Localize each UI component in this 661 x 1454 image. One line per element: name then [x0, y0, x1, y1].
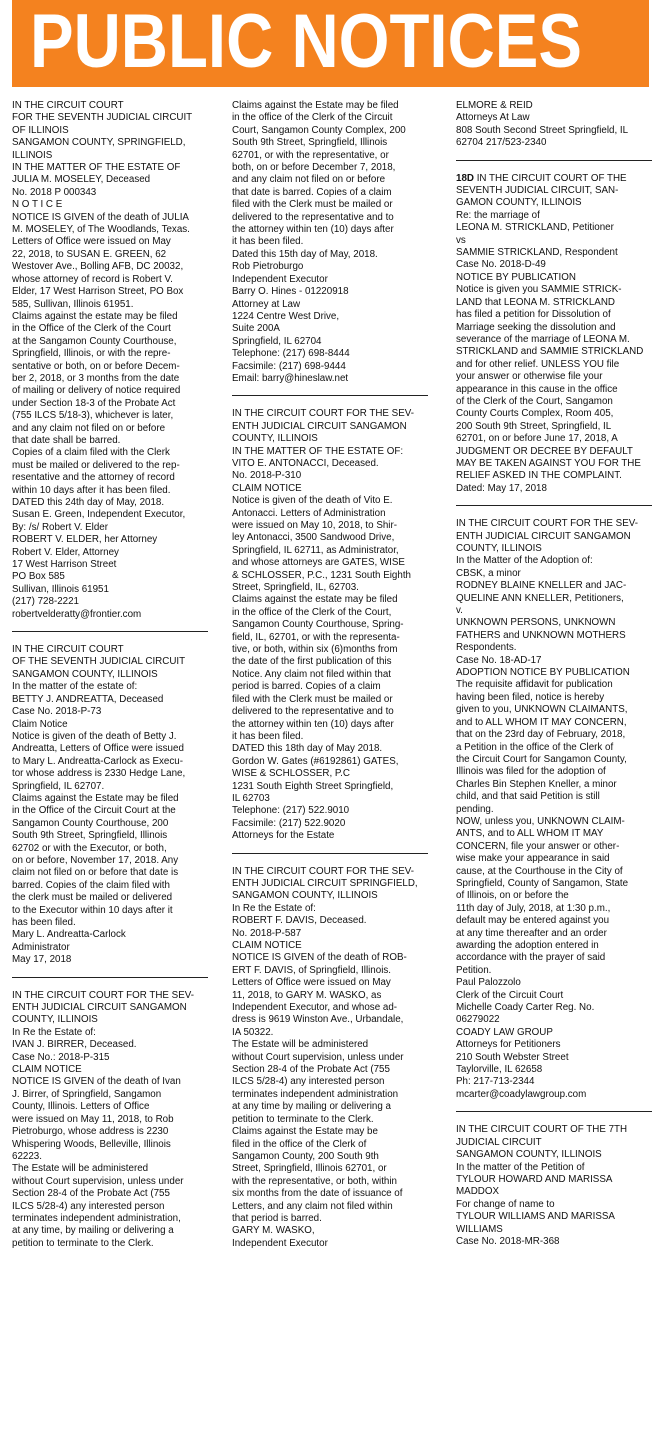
notice-line: County, Illinois. Letters of Office [12, 1101, 150, 1113]
notice-line: that period is barred. [232, 1212, 322, 1224]
notice-line: tor whose address is 2330 Hedge Lane, [12, 768, 186, 780]
notice-line: COUNTY, ILLINOIS [12, 1014, 98, 1026]
notice-line: FATHERS and UNKNOWN MOTHERS [456, 629, 626, 641]
notice-line: Notice is given of the death of Betty J. [12, 730, 177, 742]
notice-line: Sangamon County Courthouse, 200 [12, 817, 169, 829]
notice-line: given to you, UNKNOWN CLAIMANTS, [456, 704, 628, 716]
column-3 [456, 100, 652, 1248]
notice-line: The Estate will be administered [232, 1039, 369, 1051]
legal-notice [456, 1124, 652, 1248]
notice-line: ENTH JUDICIAL CIRCUIT SPRINGFIELD, [232, 877, 418, 889]
notice-line: Taylorville, IL 62658 [456, 1064, 543, 1076]
notice-line: dress is 9619 Winston Ave., Urbandale, [232, 1014, 404, 1026]
notice-line: IN THE MATTER OF THE ESTATE OF: [232, 445, 404, 457]
notice-line: M. MOSELEY, of The Woodlands, Texas. [12, 224, 190, 236]
notice-line: period is barred. Copies of a claim [232, 681, 381, 693]
notice-line: Claims against the Estate may be filed [12, 792, 179, 804]
notice-line: NOTICE IS GIVEN of the death of JULIA [12, 211, 189, 223]
notice-line: cause, at the Courthouse in the City of [456, 865, 623, 877]
notice-line: BETTY J. ANDREATTA, Deceased [12, 693, 164, 705]
notice-line: Attorneys At Law [456, 112, 530, 124]
notice-line: Michelle Coady Carter Reg. No. [456, 1002, 595, 1014]
notice-line: No. 2018-P-587 [232, 927, 302, 939]
notice-line: Pietroburgo, whose address is 2230 [12, 1126, 169, 1138]
notice-line: The requisite affidavit for publication [456, 679, 613, 691]
notice-line: default may be entered against you [456, 915, 610, 927]
notice-line: Court, Sangamon County Complex, 200 [232, 124, 406, 136]
notice-line: 17 West Harrison Street [12, 559, 117, 571]
notice-line: with the representative, or both, within [232, 1175, 398, 1187]
notice-line: accordance with the prayer of said [456, 952, 606, 964]
notice-line: Case No. 2018-D-49 [456, 259, 546, 271]
notice-line: ber 2, 2018, or 3 months from the date [12, 372, 180, 384]
notice-line: OF ILLINOIS [12, 124, 69, 136]
notice-line-text: IN THE CIRCUIT COURT OF THE [473, 172, 627, 184]
notice-line: appearance in this cause in the office [456, 383, 618, 395]
notice-line: ROBERT V. ELDER, her Attorney [12, 534, 158, 546]
notice-line: ILCS 5/28-4) any interested person [12, 1200, 165, 1212]
notice-line: Independent Executor [232, 273, 328, 285]
notice-line: For change of name to [456, 1198, 555, 1210]
notice-line: Attorneys for Petitioners [456, 1039, 561, 1051]
notice-line: Ph: 217-713-2344 [456, 1076, 535, 1088]
notice-line: that date is barred. Copies of a claim [232, 186, 392, 198]
notice-line: 62223. [12, 1150, 42, 1162]
notice-line: Dated this 15th day of May, 2018. [232, 248, 378, 260]
notice-line: Claims against the estate may be filed [232, 594, 398, 606]
notice-line: 62704 217/523-2340 [456, 137, 547, 149]
notice-line: Case No.: 2018-P-315 [12, 1051, 110, 1063]
notice-line: that date shall be barred. [12, 434, 121, 446]
notice-line: ENTH JUDICIAL CIRCUIT SANGAMON [456, 530, 631, 542]
notice-line: child, and that said Petition is still [456, 791, 600, 803]
notice-line: terminates independent administration [232, 1088, 399, 1100]
notice-line: Street, Springfield, IL, 62703. [232, 582, 359, 594]
notice-line: Case No. 18-AD-17 [456, 654, 542, 666]
notice-line: delivered to the representative and to [232, 211, 394, 223]
notice-line: Andreatta, Letters of Office were issued [12, 743, 184, 755]
notice-line: at any time thereafter and an order [456, 927, 607, 939]
notice-line: LEONA M. STRICKLAND, Petitioner [456, 222, 614, 234]
notice-line: sentative or both, on or before Decem- [12, 360, 180, 372]
column-1 [12, 100, 208, 1250]
notice-line: having been filed, notice is hereby [456, 691, 605, 703]
notice-line: JUDICIAL CIRCUIT [456, 1136, 542, 1148]
notice-line: County Courts Complex, Room 405, [456, 408, 614, 420]
notice-line: has been filed. [12, 917, 76, 928]
notice-line: COADY LAW GROUP [456, 1026, 553, 1038]
notice-line: PO Box 585 [12, 571, 65, 583]
notice-line: without Court supervision, unless under [12, 1175, 184, 1187]
legal-notice [456, 518, 652, 1101]
notice-line: Claims against the estate may be filed [12, 310, 178, 322]
notice-line: Springfield, Illinois, or with the repre- [12, 348, 171, 360]
notice-line: Case No. 2018-P-73 [12, 706, 102, 718]
notice-line: & SCHLOSSER, P.C., 1231 South Eighth [232, 569, 411, 581]
notice-line: Rob Pietroburgo [232, 261, 304, 273]
notice-line: filed with the Clerk must be mailed or [232, 693, 393, 705]
notice-line: IL 62703 [232, 792, 270, 804]
notice-line: wise make your appearance in said [456, 853, 610, 865]
notice-line: terminates independent administration, [12, 1212, 181, 1224]
notice-line: ENTH JUDICIAL CIRCUIT SANGAMON [232, 420, 407, 432]
notice-line: JULIA M. MOSELEY, Deceased [12, 174, 151, 186]
public-notices-banner [12, 0, 649, 87]
notice-line: Charles Bin Stephen Kneller, a minor [456, 778, 617, 790]
notice-line: NOTICE IS GIVEN of the death of ROB- [232, 952, 407, 964]
notice-line: ANTS, and to ALL WHOM IT MAY [456, 828, 604, 840]
notice-line: Administrator [12, 941, 70, 953]
notice-line: and to ALL WHOM IT MAY CONCERN, [456, 716, 627, 728]
notice-line: Westover Ave., Bolling AFB, DC 20032, [12, 261, 184, 273]
notice-line: DATED this 24th day of May, 2018. [12, 497, 165, 508]
notice-line: QUELINE ANN KNELLER, Petitioners, [456, 592, 624, 604]
notice-line: In the matter of the estate of: [12, 681, 138, 693]
notice-line: Independent Executor [232, 1237, 328, 1249]
notice-line: ERT F. DAVIS, of Springfield, Illinois. [232, 964, 391, 976]
notice-line: the Circuit Court for Sangamon County, [456, 753, 627, 765]
notice-line: awarding the adoption entered in [456, 940, 599, 951]
notice-line: No. 2018 P 000343 [12, 186, 97, 198]
notice-line: pending. [456, 803, 494, 815]
notice-line: Attorney at Law [232, 298, 301, 310]
notice-line: SANGAMON COUNTY, ILLINOIS [12, 668, 158, 680]
notice-divider [456, 160, 652, 161]
notice-line: Section 28-4 of the Probate Act (755 [12, 1188, 170, 1200]
notice-line: CLAIM NOTICE [232, 482, 302, 494]
notice-line: NOTICE BY PUBLICATION [456, 271, 576, 283]
legal-notice [12, 644, 208, 967]
notice-line: 62702 or with the Executor, or both, [12, 842, 167, 854]
notice-lead-code: 18D [456, 172, 474, 184]
notice-line: VITO E. ANTONACCI, Deceased. [232, 457, 379, 469]
notice-line: IN THE CIRCUIT COURT [12, 644, 124, 656]
notice-line: robertvelderatty@frontier.com [12, 608, 142, 620]
notice-line: must be mailed or delivered to the rep- [12, 459, 180, 471]
notice-line: barred. Copies of the claim filed with [12, 879, 170, 891]
notice-line: Letters, and any claim not filed within [232, 1200, 393, 1212]
notice-line: of the Clerk of the Court, Sangamon [456, 395, 613, 407]
notice-line: and whose attorneys are GATES, WISE [232, 557, 405, 569]
notice-line: CLAIM NOTICE [12, 1064, 82, 1076]
notice-line: In the Matter of the Adoption of: [456, 555, 593, 567]
notice-line: Antonacci. Letters of Administration [232, 507, 386, 519]
notice-line: Petition. [456, 964, 492, 976]
legal-notice [232, 100, 428, 385]
notice-line: Springfield, IL 62704 [232, 335, 322, 347]
notice-line: No. 2018-P-310 [232, 470, 302, 482]
notice-line: and any claim not filed on or before [232, 174, 386, 186]
notice-line: 1224 Centre West Drive, [232, 310, 340, 322]
notice-line: TYLOUR WILLIAMS AND MARISSA [456, 1211, 615, 1223]
notice-line: 1231 South Eighth Street Springfield, [232, 780, 394, 792]
notice-line: in the Office of the Clerk of the Court [12, 323, 171, 335]
notice-line: IN THE MATTER OF THE ESTATE OF [12, 162, 181, 174]
notice-line: Street, Springfield, Illinois 62701, or [232, 1163, 387, 1175]
notice-line: Claim Notice [12, 718, 68, 730]
notice-line: 585, Sullivan, Illinois 61951. [12, 298, 134, 310]
notice-line: Telephone: (217) 522.9010 [232, 805, 350, 817]
notice-line: claim not filed on or before that date is [12, 867, 179, 879]
notice-line: SANGAMON COUNTY, SPRINGFIELD, [12, 137, 186, 149]
notice-line: NOW, unless you, UNKNOWN CLAIM- [456, 815, 625, 827]
notice-line: N O T I C E [12, 199, 63, 211]
notice-line: 808 South Second Street Springfield, IL [456, 124, 629, 136]
notice-line: that on the 23rd day of February, 2018, [456, 729, 626, 741]
notice-line: IN THE CIRCUIT COURT FOR THE SEV- [232, 408, 414, 420]
notice-line: at any time, by mailing or delivering a [12, 1225, 174, 1237]
notice-line: IN THE CIRCUIT COURT FOR THE SEV- [232, 865, 414, 877]
notice-line: field, IL, 62701, or with the representa- [232, 631, 400, 643]
legal-notice [456, 173, 652, 496]
notice-line: IN THE CIRCUIT COURT [12, 100, 124, 111]
notice-line: Respondents. [456, 642, 517, 654]
notice-line: Clerk of the Circuit Court [456, 989, 564, 1001]
notice-line: SANGAMON COUNTY, ILLINOIS [232, 890, 378, 902]
notice-line: Facsimile: (217) 698-9444 [232, 360, 346, 372]
notice-line: in the office of the Clerk of the Circuit [232, 112, 393, 124]
notice-line: at any time by mailing or delivering a [232, 1101, 392, 1113]
notice-line: JUDGMENT OR DECREE BY DEFAULT [456, 445, 633, 457]
notice-divider [232, 395, 428, 396]
notice-line: Notice is given you SAMMIE STRICK- [456, 284, 622, 296]
notice-line: In the matter of the Petition of [456, 1161, 585, 1173]
notice-line: The Estate will be administered [12, 1163, 149, 1175]
notice-line: 200 South 9th Street, Springfield, IL [456, 420, 612, 432]
notice-line: on or before, November 17, 2018. Any [12, 854, 179, 866]
notice-line: J. Birrer, of Springfield, Sangamon [12, 1088, 162, 1100]
notice-line: OF THE SEVENTH JUDICIAL CIRCUIT [12, 656, 186, 668]
notice-line: to Mary L. Andreatta-Carlock as Execu- [12, 755, 183, 767]
notice-line: Letters of Office were issued on May [232, 977, 391, 989]
notice-line: Marriage seeking the dissolution and [456, 321, 616, 333]
notice-line: it has been filed. [232, 236, 304, 248]
notice-line: IVAN J. BIRRER, Deceased. [12, 1039, 137, 1051]
notice-line: SAMMIE STRICKLAND, Respondent [456, 247, 618, 259]
notice-line: six months from the date of issuance of [232, 1188, 403, 1200]
notice-line: LAND that LEONA M. STRICKLAND [456, 296, 615, 308]
notice-line: in the office of the Clerk of the Court, [232, 606, 392, 618]
legal-notice [12, 100, 208, 621]
notice-line: Paul Palozzolo [456, 977, 521, 989]
notice-line: the attorney within ten (10) days after [232, 224, 394, 236]
notice-divider [12, 977, 208, 978]
notice-line: (217) 728-2221 [12, 596, 79, 608]
notice-line: STRICKLAND and SAMMIE STRICKLAND [456, 346, 644, 358]
legal-notice [232, 408, 428, 842]
notice-line: UNKNOWN PERSONS, UNKNOWN [456, 617, 616, 629]
notice-line: ELMORE & REID [456, 100, 533, 111]
notice-line: and any claim not filed on or before [12, 422, 166, 434]
notice-line: Case No. 2018-MR-368 [456, 1235, 560, 1247]
notice-line: 11th day of July, 2018, at 1:30 p.m., [456, 902, 611, 914]
notice-line: 210 South Webster Street [456, 1051, 569, 1063]
notice-line: (755 ILCS 5/18-3), whichever is later, [12, 410, 174, 422]
notice-line: 62701, or with the representative, or [232, 149, 389, 161]
notice-line: Sangamon County Courthouse, Spring- [232, 619, 404, 631]
notice-line: SEVENTH JUDICIAL CIRCUIT, SAN- [456, 185, 619, 197]
notice-line: vs [456, 234, 466, 246]
notice-line: Claims against the Estate may be [232, 1126, 378, 1138]
notice-line: petition to terminate to the Clerk. [232, 1113, 374, 1125]
notice-line: Mary L. Andreatta-Carlock [12, 929, 126, 941]
notice-line: under Section 18-3 of the Probate Act [12, 397, 176, 409]
notice-line: resentative and the attorney of record [12, 472, 175, 484]
notice-line: the attorney within ten (10) days after [232, 718, 394, 730]
notice-line: GARY M. WASKO, [232, 1225, 315, 1237]
notice-line: Section 28-4 of the Probate Act (755 [232, 1064, 390, 1076]
notice-line: to the Executor within 10 days after it [12, 904, 173, 916]
notice-line: Suite 200A [232, 323, 280, 335]
notice-line: Facsimile: (217) 522.9020 [232, 817, 346, 829]
notice-line: 62701, on or before June 17, 2018, A [456, 433, 618, 445]
notice-line: tive, or both, within six (6)months from [232, 644, 398, 656]
notice-line: in the Office of the Circuit Court at the [12, 805, 176, 817]
notice-line: Barry O. Hines - 01220918 [232, 286, 349, 298]
notice-line: Attorneys for the Estate [232, 830, 335, 842]
notice-line: Robert V. Elder, Attorney [12, 546, 119, 558]
notice-line: ley Antonacci, 3500 Sandwood Drive, [232, 532, 395, 544]
notice-divider [456, 505, 652, 506]
notice-line: Gordon W. Gates (#6192861) GATES, [232, 755, 399, 767]
notice-line: 22, 2018, to SUSAN E. GREEN, 62 [12, 248, 167, 260]
notice-line: Sangamon County, 200 South 9th [232, 1150, 379, 1162]
notice-line: ILLINOIS [12, 149, 53, 161]
notice-line: of mailing or delivery of notice required [12, 385, 181, 397]
notice-line: In Re the Estate of: [12, 1026, 96, 1038]
notice-line: May 17, 2018 [12, 954, 72, 966]
notice-line: In Re the Estate of: [232, 902, 316, 914]
notice-line: Dated: May 17, 2018 [456, 482, 547, 494]
notice-line: CBSK, a minor [456, 567, 521, 579]
notice-line: 11, 2018, to GARY M. WASKO, as [232, 989, 382, 1001]
notice-line: your answer or otherwise file your [456, 371, 603, 383]
notice-line: within 10 days after it has been filed. [12, 484, 171, 496]
notice-line: MADDOX [456, 1186, 500, 1198]
notice-line: 06279022 [456, 1014, 500, 1026]
notice-line: South 9th Street, Springfield, Illinois [12, 830, 168, 842]
notice-line: ADOPTION NOTICE BY PUBLICATION [456, 667, 630, 679]
notice-line: Springfield, IL 62707. [12, 780, 105, 792]
notice-line: mcarter@coadylawgroup.com [456, 1088, 587, 1100]
notice-line: Illinois was filed for the adoption of [456, 766, 606, 778]
notice-line: WILLIAMS [456, 1223, 503, 1235]
notice-line: filed with the Clerk must be mailed or [232, 199, 393, 211]
notice-line: CLAIM NOTICE [232, 940, 302, 951]
notice-line: whose attorney of record is Robert V. [12, 273, 173, 285]
notice-line: Springfield, IL 62711, as Administrator, [232, 544, 399, 556]
notice-line: filed in the office of the Clerk of [232, 1138, 367, 1150]
notice-line: Telephone: (217) 698-8444 [232, 348, 350, 360]
notice-line: Elder, 17 West Harrison Street, PO Box [12, 286, 184, 298]
notice-line: severance of the marriage of LEONA M. [456, 333, 630, 345]
notice-line: South 9th Street, Springfield, Illinois [232, 137, 388, 149]
notice-line: petition to terminate to the Clerk. [12, 1237, 154, 1249]
notice-line: it has been filed. [232, 730, 304, 742]
notice-line: were issued on May 10, 2018, to Shir- [232, 520, 398, 531]
page-title: PUBLIC NOTICES [30, 0, 582, 84]
notice-line: has filed a petition for Dissolution of [456, 309, 611, 321]
notice-line: Letters of Office were issued on May [12, 236, 171, 248]
column-2 [232, 100, 428, 1250]
notice-line: SANGAMON COUNTY, ILLINOIS [456, 1149, 602, 1161]
notice-line: DATED this 18th day of May 2018. [232, 743, 383, 755]
notice-line: COUNTY, ILLINOIS [456, 543, 542, 554]
notice-line: at the Sangamon County Courthouse, [12, 335, 177, 347]
notice-line: v. [456, 605, 463, 617]
notice-line: By: /s/ Robert V. Elder [12, 521, 109, 533]
notice-line: COUNTY, ILLINOIS [232, 433, 318, 445]
notice-line: Whispering Woods, Belleville, Illinois [12, 1138, 171, 1150]
notice-line: Springfield, County of Sangamon, State [456, 877, 629, 889]
notice-line: TYLOUR HOWARD AND MARISSA [456, 1173, 613, 1185]
notice-line: RODNEY BLAINE KNELLER and JAC- [456, 580, 627, 592]
notice-line: IN THE CIRCUIT COURT FOR THE SEV- [12, 989, 194, 1001]
notice-line: Copies of a claim filed with the Clerk [12, 447, 170, 459]
notice-line: IA 50322. [232, 1026, 274, 1038]
notice-line: Claims against the Estate may be filed [232, 100, 399, 111]
legal-notice [456, 100, 652, 150]
notice-line: Email: barry@hineslaw.net [232, 372, 349, 384]
notice-line: the date of the first publication of this [232, 656, 392, 668]
notice-divider [456, 1111, 652, 1112]
notice-line: Sullivan, Illinois 61951 [12, 583, 109, 595]
notice-line: both, on or before December 7, 2018, [232, 162, 396, 174]
notice-line: ENTH JUDICIAL CIRCUIT SANGAMON [12, 1002, 187, 1014]
notice-line: RELIEF ASKED IN THE COMPLAINT. [456, 470, 622, 482]
notice-line: NOTICE IS GIVEN of the death of Ivan [12, 1076, 181, 1088]
legal-notice [12, 990, 208, 1251]
notice-line: ILCS 5/28-4) any interested person [232, 1076, 385, 1088]
notice-line: IN THE CIRCUIT COURT FOR THE SEV- [456, 518, 638, 530]
notice-line: Notice is given of the death of Vito E. [232, 495, 393, 507]
notice-line: were issued on May 11, 2018, to Rob [12, 1113, 174, 1125]
notice-line: ROBERT F. DAVIS, Deceased. [232, 915, 367, 927]
notice-line: WISE & SCHLOSSER, P.C [232, 768, 350, 780]
notice-line: MAY BE TAKEN AGAINST YOU FOR THE [456, 457, 641, 469]
notice-line: without Court supervision, unless under [232, 1051, 404, 1063]
notice-line: the clerk must be mailed or delivered [12, 892, 173, 904]
notice-divider [12, 631, 208, 632]
notice-line: GAMON COUNTY, ILLINOIS [456, 197, 582, 209]
legal-notice [232, 866, 428, 1251]
notice-line [456, 173, 652, 185]
notice-divider [232, 853, 428, 854]
notice-line: delivered to the representative and to [232, 706, 394, 718]
notice-line: Susan E. Green, Independent Executor, [12, 509, 186, 521]
notice-line: Independent Executor, and whose ad- [232, 1002, 398, 1014]
notice-line: of Illinois, on or before the [456, 890, 569, 902]
notice-line: FOR THE SEVENTH JUDICIAL CIRCUIT [12, 112, 193, 124]
notice-line: and for other relief. UNLESS YOU file [456, 358, 620, 370]
notice-line: IN THE CIRCUIT COURT OF THE 7TH [456, 1124, 628, 1136]
notice-line: Re: the marriage of [456, 209, 540, 221]
notice-line: Notice. Any claim not filed within that [232, 668, 392, 680]
notice-line: CONCERN, file your answer or other- [456, 840, 620, 852]
notice-line: a Petition in the office of the Clerk of [456, 741, 614, 753]
